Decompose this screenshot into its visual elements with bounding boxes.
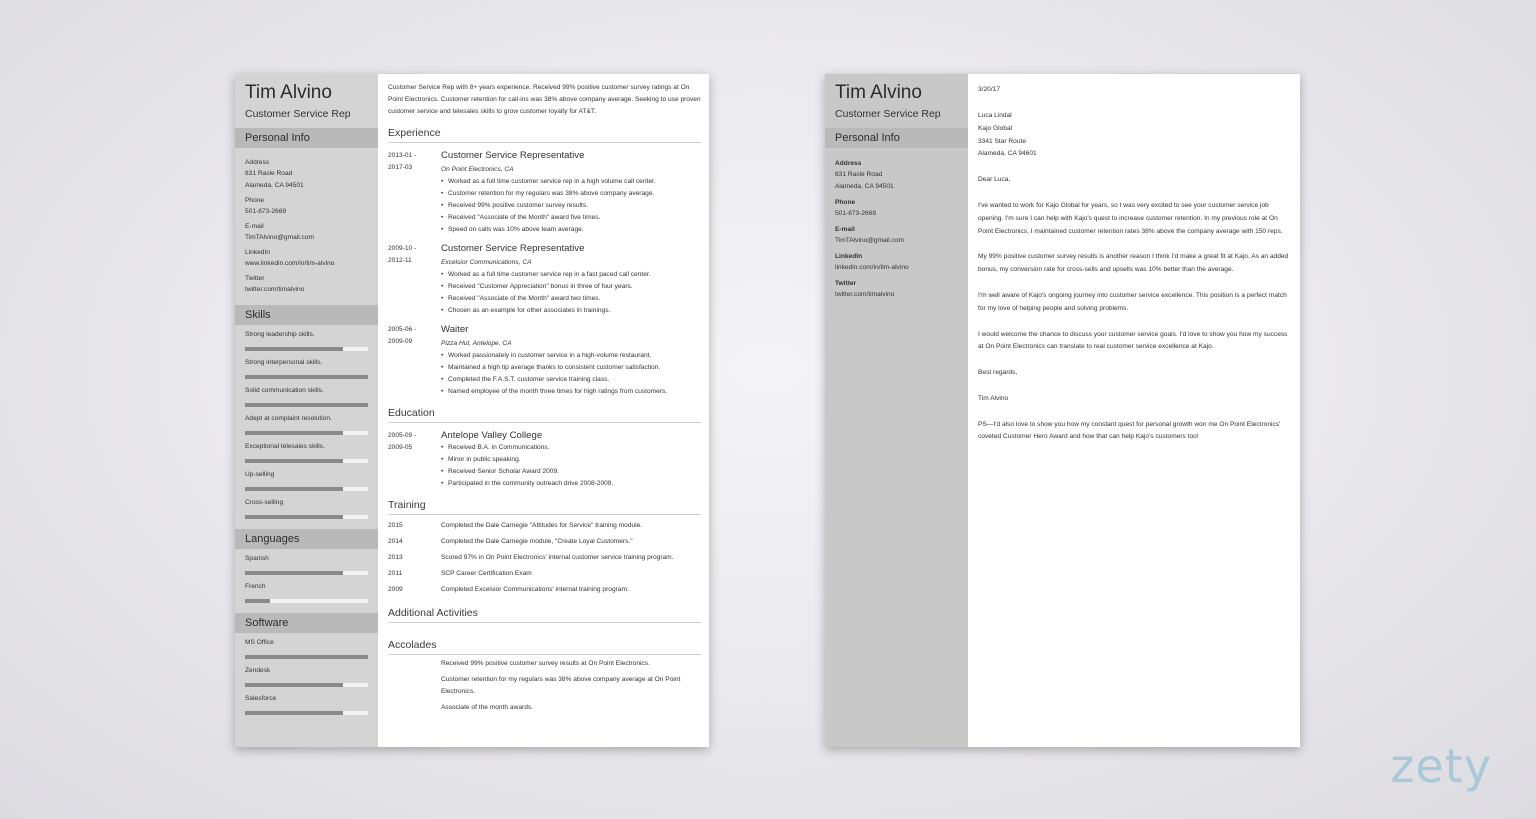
training-row [388,518,701,534]
rating-label: French [245,583,266,590]
additional-activities-heading: Additional Activities [388,607,701,623]
experience-heading: Experience [388,127,701,143]
training-year: 2015 [388,522,403,529]
bullet-item: • Worked passionately in customer service in a high-volume restaurant. [441,350,701,362]
rating-bar-fill [245,403,368,407]
zety-logo: zety [1390,739,1492,793]
resume-main [378,74,709,747]
rating-item [235,381,378,409]
entry-row [388,430,701,490]
cover-role: Customer Service Rep [835,108,941,120]
rating-item [235,409,378,437]
date-from: 2009-10 - [388,245,417,252]
bullet-item: • Participated in the community outreach drive 2008-2009. [441,478,701,490]
letter-paragraphs [978,200,1292,355]
info-value: www.linkedin.com/in/tim-alvino [245,260,335,267]
entry-dates [388,430,441,490]
info-value: 831 Rasle Road [835,171,883,178]
entry-dates [388,243,441,317]
info-value: 501-873-2669 [245,208,287,215]
personal-info-list [235,148,378,296]
bullet-item: • Minor in public speaking. [441,454,701,466]
date-from: 2005-09 - [388,432,417,439]
resume-page [235,74,709,747]
rating-bar [245,655,368,659]
entry-body [441,150,701,236]
info-label: E-mail [835,226,855,233]
rating-bar [245,347,368,351]
bullet-item: • Received "Associate of the Month" award two times. [441,293,701,305]
entry-title: Antelope Valley College [441,430,543,441]
info-value: 501-873-2669 [835,210,877,217]
info-value: twitter.com/timalvino [835,291,895,298]
training-year: 2011 [388,570,403,577]
letter-signature: Tim Alvino [978,394,1009,402]
bullet-item: • Received 99% positive customer survey results. [441,200,701,212]
letter-ps: PS—I'd also love to show you how my constant quest for personal growth won me On Point Electronics' coveted Customer Hero Award and how that can help Kajo's customers too! [978,420,1281,441]
skills-heading: Skills [235,305,378,325]
rating-bar [245,599,368,603]
entry-company: Pizza Hut, Antelope, CA [441,340,512,347]
entry-dates [388,324,441,398]
rating-label: Adept at complaint resolution. [245,415,332,422]
resume-sidebar [235,74,378,747]
bullet-item: • Maintained a high tip average thanks to consistent customer satisfaction. [441,362,701,374]
accolade-item: Received 99% positive customer survey results at On Point Electronics. [441,660,650,667]
training-heading: Training [388,499,701,515]
training-row [388,582,701,598]
rating-label: Zendesk [245,667,271,674]
info-value: twitter.com/timalvino [245,286,305,293]
date-to: 2009-09 [388,338,413,345]
letter-salutation: Dear Luca, [978,176,1011,184]
rating-bar [245,515,368,519]
training-list [388,518,701,598]
entry-bullets [441,176,701,236]
letter-paragraph: My 99% positive customer survey results is another reason I think I'd make a great fit at Kajo. As an added bonus, my conversion rate for cross-sells and upsells was 10% better than the average. [978,253,1289,274]
rating-bar [245,403,368,407]
bullet-item: • Completed the F.A.S.T. customer service training class. [441,374,701,386]
cover-letter-page [825,74,1300,747]
rating-bar-fill [245,711,343,715]
rating-bar-fill [245,655,368,659]
info-value: linkedin.com/in/tim-alvino [835,264,909,271]
info-label: LinkedIn [835,253,863,260]
experience-list [388,150,701,398]
letter-paragraph: I would welcome the chance to discuss your customer service goals. I'd love to show you how my success at On Point Electronics can translate to real customer service excellence at Kajo. [978,330,1288,351]
rating-bar-fill [245,683,343,687]
info-value: TimTAlvino@gmail.com [245,234,314,241]
info-label: Phone [245,197,265,204]
rating-item [235,661,378,689]
cover-personal-info-list [825,148,968,301]
rating-bar-fill [245,571,343,575]
info-label: Phone [835,199,856,206]
rating-item [235,325,378,353]
rating-bar-fill [245,347,343,351]
rating-bar-fill [245,375,368,379]
date-from: 2013-01 - [388,152,417,159]
recipient-line: Alameda, CA 94601 [978,150,1037,158]
entry-title: Customer Service Representative [441,243,585,254]
letter-paragraph: I've wanted to work for Kajo Global for years, so I was very excited to see your customer service job opening. I'm sure I can help with Kajo's quest to increase customer retention. In my previous role at On Point Electronics, I maintained customer retention rates 38% above the company average with 150 reps. [978,201,1283,235]
rating-bar [245,711,368,715]
education-list [388,430,701,490]
entry-company: On Point Electronics, CA [441,166,514,173]
languages-heading: Languages [235,529,378,549]
software-heading: Software [235,613,378,633]
training-text: Completed Excelsior Communications' internal training program. [441,586,629,593]
recipient-line: 3341 Star Route [978,137,1027,145]
rating-label: Spanish [245,555,269,562]
training-row [388,534,701,550]
date-to: 2009-05 [388,444,413,451]
resume-role: Customer Service Rep [245,108,351,120]
info-label: Address [835,160,862,167]
entry-title: Waiter [441,324,469,335]
info-value: Alameda, CA 94501 [245,182,304,189]
letter-closing: Best regards, [978,369,1018,377]
education-heading: Education [388,407,701,423]
rating-bar [245,431,368,435]
recipient-line: Kajo Global [978,124,1013,132]
entry-body [441,324,701,398]
info-label: Twitter [835,280,857,287]
languages-list [235,549,378,605]
rating-item [235,437,378,465]
info-label: Twitter [245,275,265,282]
rating-bar [245,487,368,491]
entry-company: Excelsior Communications, CA [441,259,532,266]
personal-info-heading: Personal Info [235,128,378,148]
info-label: LinkedIn [245,249,270,256]
accolades-heading: Accolades [388,639,701,655]
rating-item [235,465,378,493]
info-value: Alameda, CA 94501 [835,183,894,190]
software-list [235,633,378,717]
entry-bullets [441,442,701,490]
letter-recipient [978,110,1292,162]
bullet-item: • Received B.A. in Communications. [441,442,701,454]
training-row [388,566,701,582]
rating-item [235,689,378,717]
rating-label: Salesforce [245,695,277,702]
rating-label: Up-selling [245,471,275,478]
resume-name: Tim Alvino [245,82,332,103]
rating-bar-fill [245,487,343,491]
rating-item [235,577,378,605]
date-from: 2005-06 - [388,326,417,333]
cover-sidebar [825,74,968,747]
training-year: 2009 [388,586,403,593]
training-text: Completed the Dale Carnegie "Attitudes for Service" training module. [441,522,643,529]
rating-label: Exceptional telesales skills. [245,443,325,450]
entry-body [441,243,701,317]
rating-item [235,493,378,521]
rating-bar-fill [245,431,343,435]
rating-item [235,633,378,661]
info-label: Address [245,159,270,166]
letter-date: 3/20/17 [978,86,1000,93]
entry-row [388,243,701,317]
rating-label: MS Office [245,639,274,646]
bullet-item: • Named employee of the month three times for high ratings from customers. [441,386,701,398]
cover-name: Tim Alvino [835,82,922,103]
entry-dates [388,150,441,236]
entry-row [388,150,701,236]
entry-bullets [441,350,701,398]
date-to: 2012-11 [388,257,412,264]
rating-item [235,353,378,381]
training-year: 2013 [388,554,403,561]
bullet-item: • Received "Associate of the Month" award five times. [441,212,701,224]
date-to: 2017-03 [388,164,413,171]
entry-row [388,324,701,398]
cover-personal-info-heading: Personal Info [825,128,968,148]
entry-title: Customer Service Representative [441,150,585,161]
accolade-item: Customer retention for my regulars was 38% above company average at On Point Electronics. [441,676,681,695]
bullet-item: • Received Senior Scholar Award 2009. [441,466,701,478]
training-text: Scored 97% in On Point Electronics' internal customer service training program. [441,554,674,561]
bullet-item: • Chosen as an example for other associates in trainings. [441,305,701,317]
training-text: Completed the Dale Carnegie module, "Create Loyal Customers." [441,538,633,545]
info-value: TimTAlvino@gmail.com [835,237,904,244]
rating-bar [245,571,368,575]
bullet-item: • Worked as a full time customer service rep in a high volume call center. [441,176,701,188]
rating-bar-fill [245,459,343,463]
info-value: 831 Rasle Road [245,170,293,177]
bullet-item: • Speed on calls was 10% above team average. [441,224,701,236]
entry-body [441,430,701,490]
rating-bar [245,683,368,687]
rating-bar-fill [245,515,343,519]
resume-summary: Customer Service Rep with 8+ years experience. Received 99% positive customer survey ratings at On Point Electronics. Customer retention for call-ins was 38% above company average. Seeking to use proven customer service and telesales skills to grow customer loyalty for AT&T. [388,84,701,115]
rating-bar-fill [245,599,270,603]
rating-label: Strong leadership skills. [245,331,315,338]
rating-bar [245,375,368,379]
bullet-item: • Customer retention for my regulars was 38% above company average. [441,188,701,200]
rating-bar [245,459,368,463]
training-text: SCP Career Certification Exam [441,570,532,577]
letter-paragraph: I'm well aware of Kajo's ongoing journey into customer service excellence. This position is a perfect match for my love of helping people and solving problems. [978,291,1287,312]
entry-bullets [441,269,701,317]
bullet-item: • Worked as a full time customer service rep in a fast paced call center. [441,269,701,281]
accolades-list [441,658,701,714]
rating-item [235,549,378,577]
rating-label: Cross-selling [245,499,284,506]
cover-letter-body [968,74,1300,747]
info-label: E-mail [245,223,264,230]
skills-list [235,325,378,521]
training-row [388,550,701,566]
recipient-line: Luca Lindal [978,111,1012,119]
bullet-item: • Received "Customer Appreciation" bonus in three of four years. [441,281,701,293]
rating-label: Solid communication skills. [245,387,324,394]
rating-label: Strong interpersonal skills. [245,359,323,366]
accolade-item: Associate of the month awards. [441,704,533,711]
training-year: 2014 [388,538,403,545]
